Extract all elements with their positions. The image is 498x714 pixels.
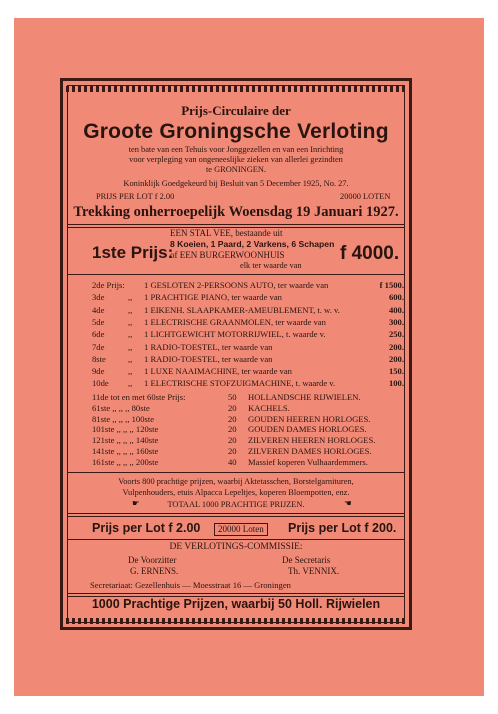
bottom-ornament (66, 618, 406, 624)
first-prize-line-3: of EEN BURGERWOONHUIS (170, 250, 285, 260)
pointing-hand-icon: ☚ (344, 499, 352, 508)
prize-value: 100. (388, 378, 404, 389)
footer-slogan: 1000 Prachtige Prijzen, waarbij 50 Holl. Rijwielen (91, 597, 381, 611)
prize-description: 1 EIKENH. SLAAPKAMER-AMEUBLEMENT, t. w. v. (144, 304, 340, 315)
prize-row (92, 280, 408, 290)
prize-value: 200. (388, 341, 404, 352)
divider (68, 539, 404, 540)
prize-value: 400. (388, 304, 404, 315)
prize-rank: 10de (92, 378, 109, 389)
prize-range: 121ste ,, ,, ,, 140ste (92, 435, 159, 446)
price-per-ticket-right: Prijs per Lot f 200. (288, 521, 397, 535)
top-ornament (66, 86, 406, 92)
prize-value: f 1500. (379, 280, 404, 290)
prize-count: 20 (228, 402, 237, 413)
prize-rank: 8ste (92, 353, 106, 364)
secretary-name: Th. VENNIX. (288, 566, 340, 576)
first-prize-line-1: EEN STAL VEE, bestaande uit (170, 228, 283, 238)
lottery-title: Groote Groningsche Verloting (83, 120, 389, 143)
ditto-mark: ,, (128, 292, 133, 303)
ticket-count-box: 20000 Loten (214, 523, 268, 536)
prize-rank: 7de (92, 341, 105, 352)
group-prize-row (92, 435, 408, 446)
prize-count: 20 (228, 435, 237, 446)
total-prizes: TOTAAL 1000 PRACHTIGE PRIJZEN. (167, 500, 305, 509)
prize-rank: 9de (92, 366, 105, 377)
prize-description: 1 RADIO-TOESTEL, ter waarde van (144, 341, 273, 352)
secretariat-address: Secretariaat: Gezellenhuis — Moesstraat 16 — Groningen (90, 580, 291, 590)
chairman-name: G. ERNENS. (130, 566, 179, 576)
prize-range: 11de tot en met 60ste Prijs: (92, 392, 186, 402)
prize-description: 1 PRACHTIGE PIANO, ter waarde van (144, 292, 282, 303)
first-prize-line-4: elk ter waarde van (240, 261, 302, 270)
prize-description: Massief koperen Vulhaardemmers. (248, 456, 368, 467)
prize-row (92, 353, 408, 364)
prize-value: 600. (388, 292, 404, 303)
ditto-mark: ,, (128, 304, 133, 315)
prize-rank: 5de (92, 316, 105, 327)
divider (68, 274, 404, 275)
divider (68, 513, 404, 517)
prize-range: 161ste ,, ,, ,, 200ste (92, 456, 159, 467)
group-prize-row (92, 456, 408, 467)
further-prizes-line-1: Voorts 800 prachtige prijzen, waarbij Aktetasschen, Borstelgarnituren, (118, 477, 354, 486)
prize-count: 50 (228, 392, 237, 402)
prize-count: 20 (228, 424, 237, 435)
price-per-ticket-bottom: Prijs per Lot f 2.00 (92, 521, 201, 535)
group-prize-row (92, 413, 408, 424)
ditto-mark: ,, (128, 329, 133, 340)
prize-range: 81ste ,, ,, ,, 100ste (92, 413, 155, 424)
prize-value: 200. (388, 353, 404, 364)
first-prize-line-2: 8 Koeien, 1 Paard, 2 Varkens, 6 Schapen (170, 239, 335, 249)
draw-date: Trekking onherroepelijk Woensdag 19 Januari 1927. (73, 204, 399, 220)
prize-value: 250. (388, 329, 404, 340)
prize-rank: 3de (92, 292, 105, 303)
prize-description: ZILVEREN HEEREN HORLOGES. (248, 435, 376, 446)
prize-description: 1 ELECTRISCHE STOFZUIGMACHINE, t. waarde v. (144, 378, 336, 389)
first-prize-value: f 4000. (340, 243, 400, 264)
prize-row (92, 341, 408, 352)
prize-row (92, 366, 408, 377)
purpose-line-3: te GRONINGEN. (205, 165, 266, 174)
ditto-mark: ,, (128, 366, 133, 377)
prize-description: GOUDEN DAMES HORLOGES. (248, 424, 367, 435)
prize-rank: 6de (92, 329, 105, 340)
prize-description: 1 LICHTGEWICHT MOTORRIJWIEL, t. waarde v. (144, 329, 326, 340)
group-prize-row (92, 402, 408, 413)
secretary-title: De Secretaris (282, 555, 331, 565)
prize-row (92, 316, 408, 327)
further-prizes-line-2: Vulpenhouders, etuis Alpacca Lepeltjes, koperen Bloempotten, enz. (122, 488, 350, 497)
prize-description: 1 LUXE NAAIMACHINE, ter waarde van (144, 366, 292, 377)
group-prize-row (92, 392, 408, 402)
pointing-hand-icon: ☛ (132, 499, 140, 508)
ditto-mark: ,, (128, 316, 133, 327)
prize-row (92, 329, 408, 340)
chairman-title: De Voorzitter (128, 555, 177, 565)
royal-decree: Koninklijk Goedgekeurd bij Besluit van 5 December 1925, No. 27. (123, 179, 349, 188)
prize-description: 1 RADIO-TOESTEL, ter waarde van (144, 353, 273, 364)
circular-heading: Prijs-Circulaire der (181, 103, 291, 118)
prize-row (92, 304, 408, 315)
group-prize-row (92, 424, 408, 435)
committee-heading: DE VERLOTINGS-COMMISSIE: (169, 542, 303, 552)
prize-rank: 2de Prijs: (92, 280, 125, 290)
ticket-count: 20000 LOTEN (340, 192, 391, 201)
prize-row (92, 292, 408, 303)
ditto-mark: ,, (128, 341, 133, 352)
first-prize-label: 1ste Prijs: (92, 243, 174, 262)
prize-description: GOUDEN HEEREN HORLOGES. (248, 413, 371, 424)
prize-range: 101ste ,, ,, ,, 120ste (92, 424, 159, 435)
prize-description: 1 ELECTRISCHE GRAANMOLEN, ter waarde van (144, 316, 326, 327)
divider (68, 472, 404, 473)
group-prize-row (92, 446, 408, 456)
price-per-ticket: PRIJS PER LOT f 2.00 (96, 192, 175, 201)
ditto-mark: ,, (128, 378, 133, 389)
purpose-line-2: voor verpleging van ongeneeslijke zieken van allerlei gezindten (129, 155, 343, 164)
prize-value: 150. (388, 366, 404, 377)
ditto-mark: ,, (128, 353, 133, 364)
prize-rank: 4de (92, 304, 105, 315)
prize-row (92, 378, 408, 389)
prize-range: 141ste ,, ,, ,, 160ste (92, 446, 159, 456)
prize-description: 1 GESLOTEN 2-PERSOONS AUTO, ter waarde van (144, 280, 329, 290)
purpose-line-1: ten bate van een Tehuis voor Jonggezellen en van een Inrichting (128, 145, 344, 154)
prize-description: KACHELS. (248, 402, 290, 413)
prize-count: 40 (228, 456, 237, 467)
prize-description: HOLLANDSCHE RIJWIELEN. (248, 392, 361, 402)
prize-value: 300. (388, 316, 404, 327)
prize-count: 20 (228, 413, 237, 424)
prize-range: 61ste ,, ,, ,, 80ste (92, 402, 150, 413)
prize-count: 20 (228, 446, 237, 456)
prize-description: ZILVEREN DAMES HORLOGES. (248, 446, 372, 456)
